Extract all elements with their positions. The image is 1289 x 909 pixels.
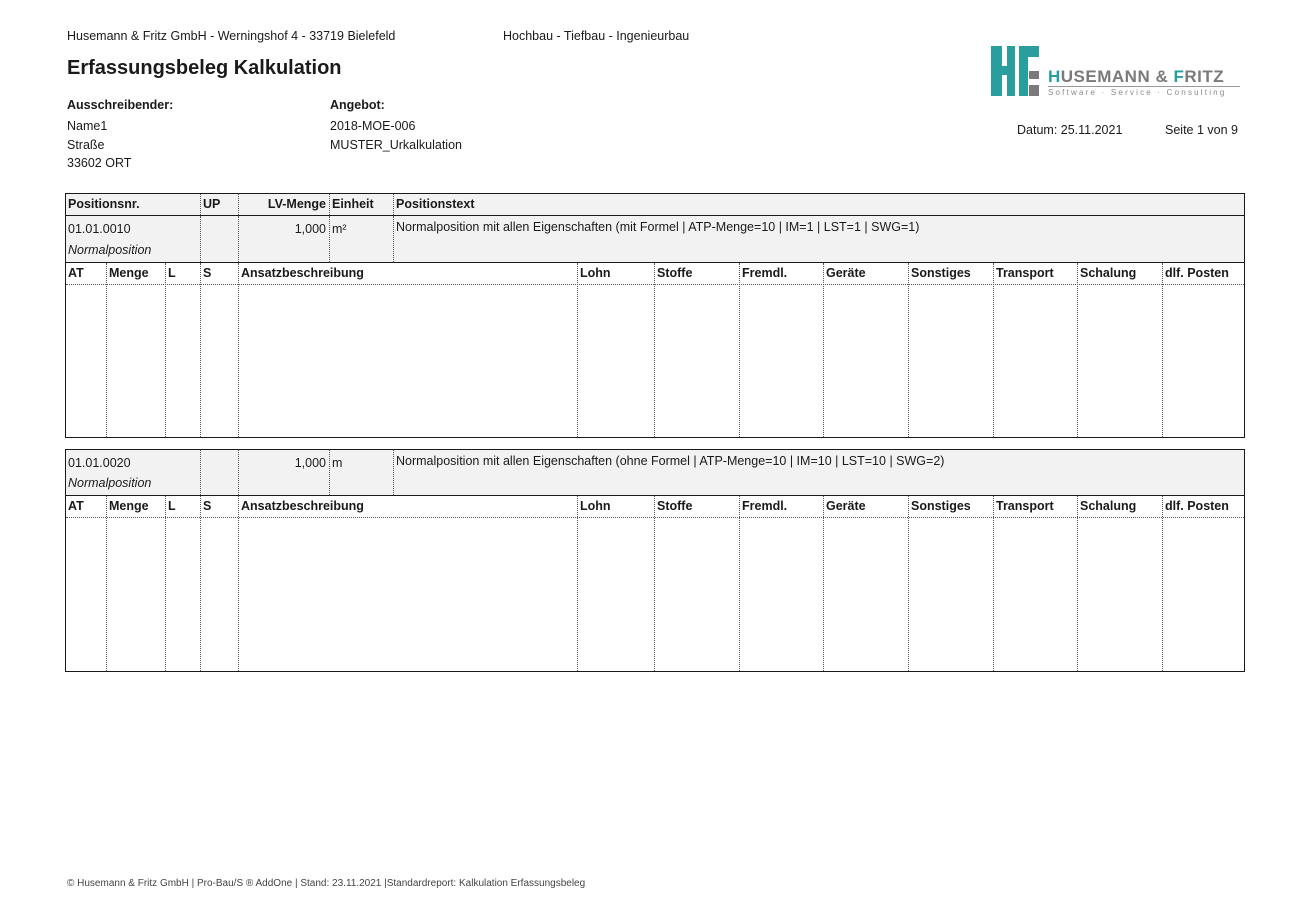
company-logo-text [1048, 67, 1224, 87]
col-line [238, 496, 239, 671]
position-header [66, 216, 1244, 262]
ausschreibender-label: Ausschreibender: [67, 98, 174, 112]
position-menge: 1,000 [238, 216, 329, 262]
col-line [1162, 263, 1163, 437]
footer: © Husemann & Fritz GmbH | Pro-Bau/S ® AddOne | Stand: 23.11.2021 |Standardreport: Kalkulation Erfassungsbeleg [67, 878, 586, 889]
sub-col-stoffe: Stoffe [657, 499, 693, 513]
col-line [165, 263, 166, 437]
position-number: 01.01.0010 [68, 222, 131, 236]
sub-col-sonstiges: Sonstiges [911, 499, 971, 513]
date: Datum: 25.11.2021 [1017, 123, 1123, 137]
position-nr [66, 450, 200, 495]
logo-amp: & [1150, 67, 1174, 86]
position-text: Normalposition mit allen Eigenschaften (ohne Formel | ATP-Menge=10 | IM=10 | LST=10 | SWG=2) [393, 450, 1244, 495]
position-type: Normalposition [68, 243, 152, 257]
col-line [106, 263, 107, 437]
sub-col-dlf-posten: dlf. Posten [1165, 499, 1229, 513]
logo-divider [1048, 86, 1240, 87]
sub-col-sonstiges: Sonstiges [911, 266, 971, 280]
col-line [577, 496, 578, 671]
col-line [1162, 496, 1163, 671]
col-line [993, 263, 994, 437]
position-up [200, 450, 238, 495]
column-header [65, 193, 1245, 216]
position-text: Normalposition mit allen Eigenschaften (mit Formel | ATP-Menge=10 | IM=1 | LST=1 | SWG=1) [393, 216, 1244, 262]
col-line [908, 263, 909, 437]
col-line [654, 496, 655, 671]
col-line [165, 496, 166, 671]
col-positionstext: Positionstext [393, 194, 1244, 215]
sub-col-geraete: Geräte [826, 266, 866, 280]
col-line [654, 263, 655, 437]
sub-col-ansatzbeschreibung: Ansatzbeschreibung [241, 266, 364, 280]
position-header [66, 450, 1244, 495]
sub-header-underline [66, 284, 1244, 285]
logo-subtitle: Software · Service · Consulting [1048, 88, 1227, 97]
col-line [993, 496, 994, 671]
col-line [739, 496, 740, 671]
logo-h: H [1048, 67, 1061, 86]
sub-col-ansatzbeschreibung: Ansatzbeschreibung [241, 499, 364, 513]
col-line [823, 263, 824, 437]
sub-col-l: L [168, 266, 176, 280]
position-einheit: m [329, 450, 393, 495]
company-logo-icon [991, 46, 1041, 96]
sub-header-underline [66, 517, 1244, 518]
page-title: Erfassungsbeleg Kalkulation [67, 57, 342, 79]
sub-col-geraete: Geräte [826, 499, 866, 513]
col-positionsnr: Positionsnr. [68, 197, 140, 211]
position-up [200, 216, 238, 262]
sub-col-lohn: Lohn [580, 499, 611, 513]
col-lv-menge: LV-Menge [238, 194, 329, 215]
col-line [200, 496, 201, 671]
sub-col-l: L [168, 499, 176, 513]
angebot-label: Angebot: [330, 98, 385, 112]
col-line [200, 263, 201, 437]
sub-col-menge: Menge [109, 499, 149, 513]
sub-col-dlf-posten: dlf. Posten [1165, 266, 1229, 280]
position-type: Normalposition [68, 476, 152, 490]
sub-col-fremdl: Fremdl. [742, 266, 788, 280]
col-line [1077, 263, 1078, 437]
sub-col-at: AT [68, 499, 84, 513]
sub-col-at: AT [68, 266, 84, 280]
sub-col-s: S [203, 499, 212, 513]
ausschreibender-name: Name1 [67, 119, 108, 133]
sub-col-s: S [203, 266, 212, 280]
ausschreibender-street: Straße [67, 138, 105, 152]
logo-usemann: USEMANN [1060, 67, 1151, 86]
col-line [106, 496, 107, 671]
col-line [823, 496, 824, 671]
col-line [577, 263, 578, 437]
cost-grid [66, 496, 1244, 671]
sub-col-stoffe: Stoffe [657, 266, 693, 280]
col-up: UP [200, 194, 238, 215]
page-number: Seite 1 von 9 [1165, 123, 1238, 137]
sub-col-menge: Menge [109, 266, 149, 280]
cost-grid [66, 263, 1244, 437]
position-nr [66, 216, 200, 262]
col-line [1077, 496, 1078, 671]
logo-f: F [1173, 67, 1185, 86]
angebot-number: 2018-MOE-006 [330, 119, 416, 133]
sub-col-lohn: Lohn [580, 266, 611, 280]
col-line [908, 496, 909, 671]
sub-col-transport: Transport [996, 266, 1054, 280]
sub-col-fremdl: Fremdl. [742, 499, 788, 513]
position-block-1 [65, 215, 1245, 438]
position-einheit: m² [329, 216, 393, 262]
position-number: 01.01.0020 [68, 456, 131, 470]
sub-col-transport: Transport [996, 499, 1054, 513]
business-areas: Hochbau - Tiefbau - Ingenieurbau [503, 29, 690, 43]
company-address: Husemann & Fritz GmbH - Werningshof 4 - 33719 Bielefeld [67, 29, 396, 43]
position-menge: 1,000 [238, 450, 329, 495]
sub-col-schalung: Schalung [1080, 266, 1137, 280]
col-einheit: Einheit [329, 194, 393, 215]
angebot-name: MUSTER_Urkalkulation [330, 138, 462, 152]
position-block-2 [65, 449, 1245, 672]
sub-col-schalung: Schalung [1080, 499, 1137, 513]
logo-ritz: RITZ [1184, 67, 1225, 86]
ausschreibender-city: 33602 ORT [67, 156, 132, 170]
col-line [238, 263, 239, 437]
col-line [739, 263, 740, 437]
